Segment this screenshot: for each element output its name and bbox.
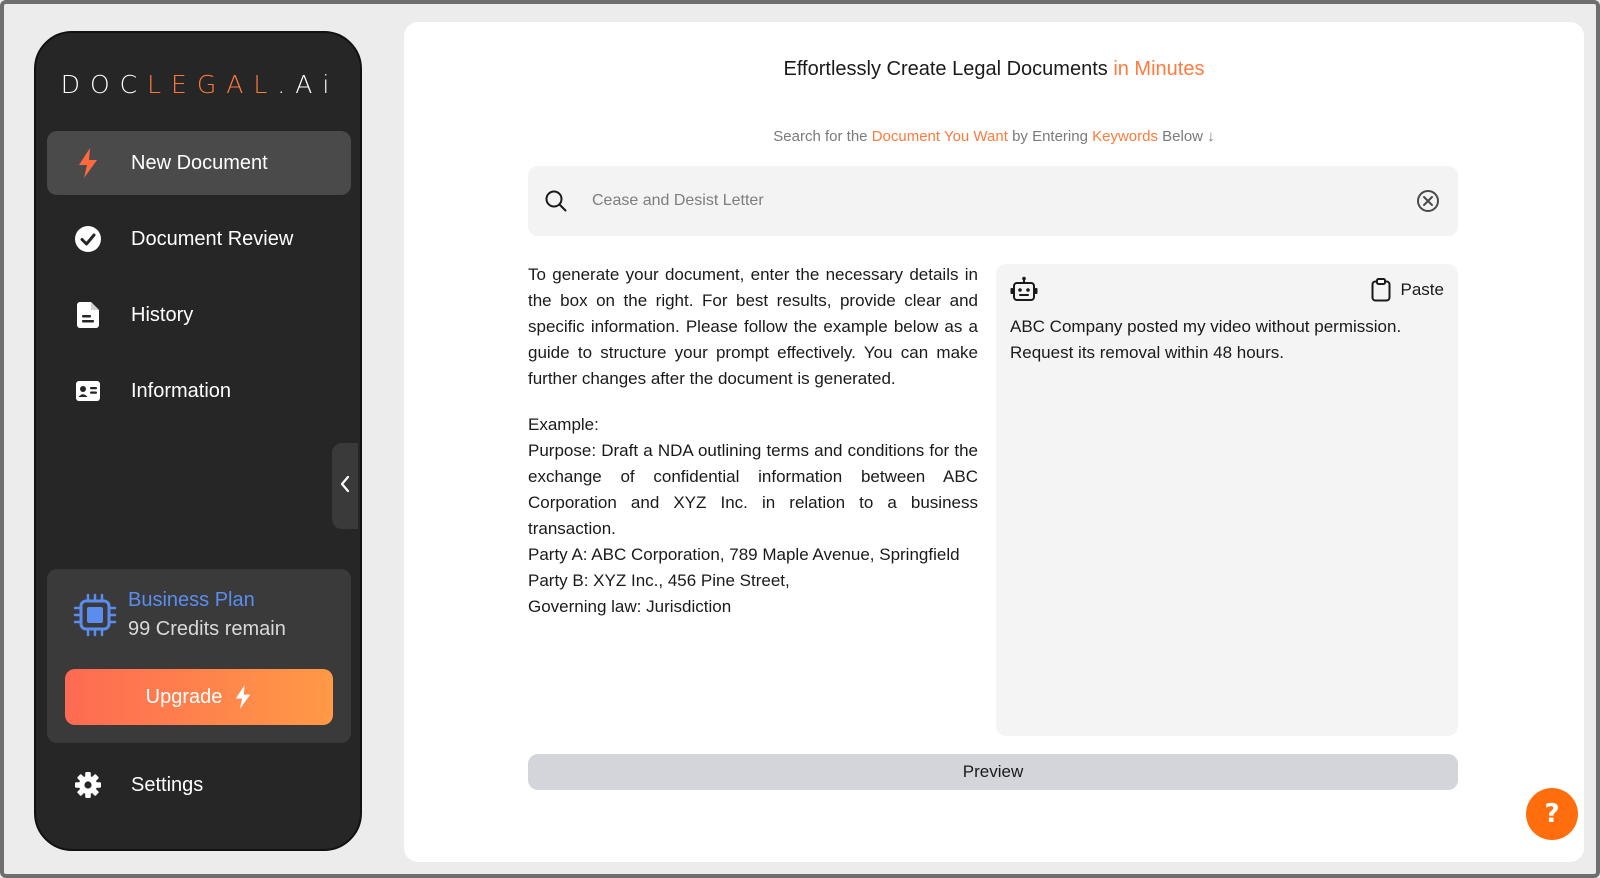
plan-name: Business Plan (128, 589, 255, 611)
prompt-text[interactable]: ABC Company posted my video without permission. Request its removal within 48 hours. (1010, 317, 1402, 362)
page-title-highlight: in Minutes (1113, 58, 1205, 80)
instructions-text (528, 262, 978, 620)
sidebar (34, 31, 362, 851)
main-panel (404, 22, 1584, 862)
example-purpose: Purpose: Draft a NDA outlining terms and conditions for the exchange of confidential information between ABC Corporation and XYZ Inc. in relation to a business transaction. (528, 441, 978, 538)
plan-card (47, 569, 351, 743)
hint-highlight: Document You Want (871, 128, 1008, 145)
prompt-input-area[interactable] (996, 264, 1458, 736)
chevron-left-icon (339, 475, 351, 497)
search-bar (528, 166, 1458, 236)
sidebar-item-label: Information (131, 379, 232, 402)
logo-part-doc: DOC (60, 69, 148, 99)
search-input[interactable] (592, 181, 1414, 221)
gear-icon (71, 768, 105, 802)
id-card-icon (71, 374, 105, 408)
search-icon (542, 187, 570, 215)
page-title-text: Effortlessly Create Legal Documents (783, 58, 1108, 80)
robot-icon (1010, 276, 1038, 304)
upgrade-label: Upgrade (145, 685, 223, 708)
hint-part: Below ↓ (1162, 128, 1215, 145)
collapse-sidebar-button[interactable] (332, 443, 358, 529)
settings-label: Settings (131, 773, 204, 796)
clear-search-icon[interactable] (1414, 187, 1442, 215)
document-icon (71, 298, 105, 332)
example-heading: Example: (528, 415, 599, 434)
example-law: Governing law: Jurisdiction (528, 597, 732, 616)
example-party-a: Party A: ABC Corporation, 789 Maple Avenue, Springfield (528, 545, 960, 564)
sidebar-item-document-review[interactable] (47, 207, 351, 271)
sidebar-item-label: Document Review (131, 227, 294, 250)
app-logo (60, 65, 340, 103)
sidebar-item-new-document[interactable] (47, 131, 351, 195)
hint-part: by Entering (1012, 128, 1088, 145)
hint-part: Search for the (773, 128, 868, 145)
check-circle-icon (71, 222, 105, 256)
preview-button[interactable]: Preview (528, 754, 1458, 790)
hint-highlight: Keywords (1092, 128, 1158, 145)
sidebar-item-label: History (131, 303, 194, 326)
instructions-intro: To generate your document, enter the necessary details in the box on the right. For best results, provide clear and specific information. Please follow the example below as a guide to structure your prompt effectively. You can make further changes after the document is generated. (528, 265, 978, 388)
upgrade-button[interactable] (65, 669, 333, 725)
lightning-icon (71, 146, 105, 180)
search-hint (404, 128, 1584, 145)
plan-credits: 99 Credits remain (128, 618, 286, 640)
logo-part-ai: .Ai (277, 69, 340, 99)
page-title (404, 58, 1584, 81)
sidebar-item-history[interactable] (47, 283, 351, 347)
logo-part-legal: LEGAL (147, 69, 278, 99)
lightning-icon (234, 685, 252, 709)
clipboard-icon (1371, 278, 1391, 302)
paste-label: Paste (1400, 280, 1444, 299)
sidebar-item-settings[interactable] (47, 755, 351, 815)
example-party-b: Party B: XYZ Inc., 456 Pine Street, (528, 571, 790, 590)
sidebar-item-label: New Document (131, 151, 268, 174)
help-button[interactable]: ? (1526, 788, 1578, 840)
chip-icon (73, 593, 117, 637)
paste-button[interactable] (1371, 276, 1444, 304)
sidebar-item-information[interactable] (47, 359, 351, 423)
